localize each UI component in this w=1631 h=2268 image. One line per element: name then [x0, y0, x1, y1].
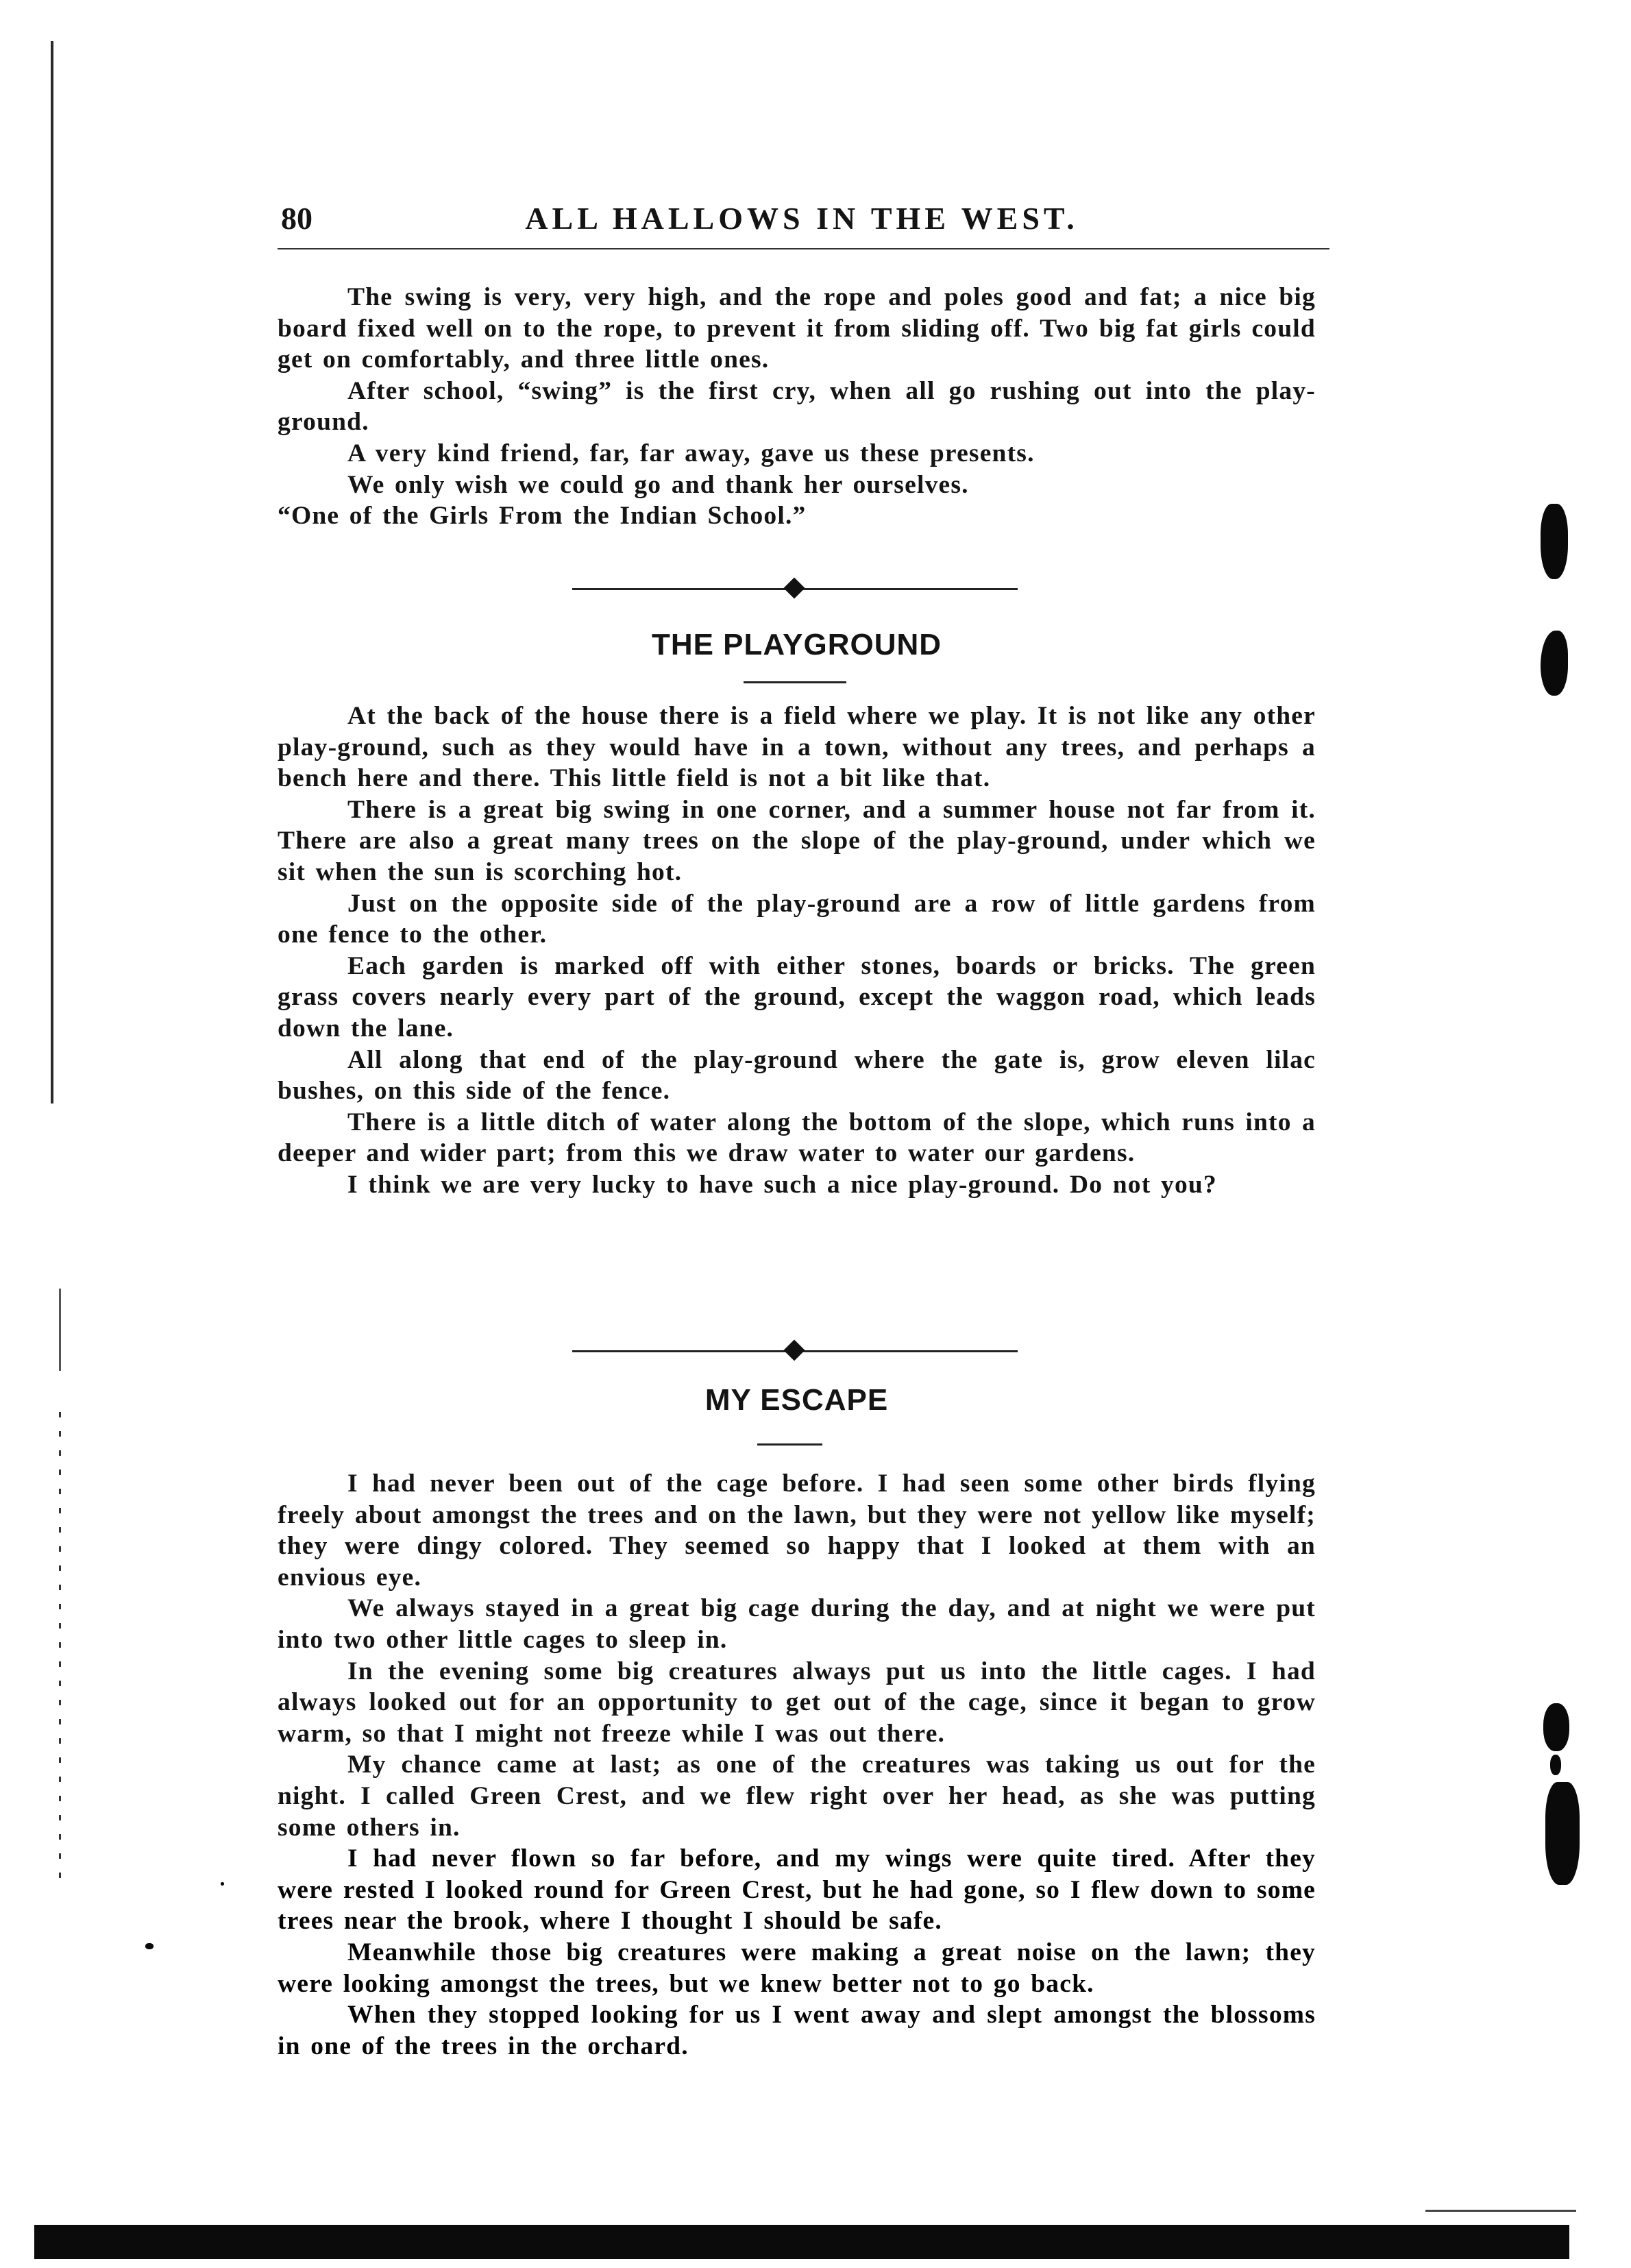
section-divider-ornament	[572, 580, 1018, 598]
paragraph: My chance came at last; as one of the creatures was taking us out for the night. I called Green Crest, and we flew right over her head, as she was putting some others in.	[278, 1751, 1316, 1842]
ink-blot	[1545, 1782, 1580, 1885]
paragraph: We only wish we could go and thank her ourselves.	[347, 470, 969, 499]
running-title: ALL HALLOWS IN THE WEST.	[525, 201, 1079, 236]
paragraph: Each garden is marked off with either stones, boards or bricks. The green grass covers nearly every part of the ground, except the waggon road, which leads down the lane.	[278, 951, 1316, 1042]
section-heading: MY ESCAPE	[704, 1383, 889, 1417]
paragraph: I had never flown so far before, and my wings were quite tired. After they were rested I looked round for Green Crest, but he had gone, so I flew down to some trees near the brook, where I thought I should be safe.	[278, 1844, 1316, 1936]
paragraph: In the evening some big creatures always put us into the little cages. I had always looked out for an opportunity to get out of the cage, since it began to grow warm, so that I might not freeze while I was out there.	[278, 1657, 1316, 1748]
paragraph: The swing is very, very high, and the rope and poles good and fat; a nice big board fixed well on to the rope, to prevent it from sliding off. Two big fat girls could get on comfortably, and three little ones.	[278, 283, 1316, 374]
paragraph: There is a great big swing in one corner, and a summer house not far from it. There are also a great many trees on the slope of the play-ground, under which we sit when the sun is scorching hot.	[278, 795, 1316, 886]
heading-rule	[757, 1443, 822, 1446]
paragraph: We always stayed in a great big cage during the day, and at night we were put into two other little cages to sleep in.	[278, 1594, 1316, 1654]
paragraph: When they stopped looking for us I went away and slept amongst the blossoms in one of the trees in the orchard.	[278, 2001, 1316, 2060]
running-head	[281, 200, 1323, 234]
paragraph: I had never been out of the cage before. I had seen some other birds flying freely about amongst the trees and on the lawn, but they were not yellow like myself; they were dingy colored. They seemed so happy that I looked at them with an envious eye.	[278, 1470, 1316, 1592]
scan-bottom-bar	[34, 2225, 1569, 2259]
page-number: 80	[281, 201, 312, 236]
paragraph: I think we are very lucky to have such a nice play-ground. Do not you?	[347, 1170, 1217, 1199]
paragraph: At the back of the house there is a field where we play. It is not like any other play-ground, such as they would have in a town, without any trees, and perhaps a bench here and there. This little field is not a bit like that.	[278, 702, 1316, 793]
escape-section	[278, 1468, 1316, 2062]
paragraph: Meanwhile those big creatures were making a great noise on the lawn; they were looking amongst the trees, but we knew better not to go back.	[278, 1938, 1316, 1998]
paragraph: A very kind friend, far, far away, gave us these presents.	[347, 439, 1035, 467]
ink-blot	[1550, 1755, 1561, 1775]
paragraph: Just on the opposite side of the play-ground are a row of little gardens from one fence to the other.	[278, 889, 1316, 949]
ink-blot	[1541, 631, 1568, 696]
scan-dotted-margin	[59, 1412, 61, 1878]
swing-section	[278, 282, 1316, 532]
paragraph: There is a little ditch of water along the bottom of the slope, which runs into a deeper and wider part; from this we draw water to water our gardens.	[278, 1108, 1316, 1168]
heading-rule	[744, 681, 846, 683]
ink-blot	[1541, 504, 1568, 579]
ink-speck	[221, 1882, 224, 1886]
signature: “One of the Girls From the Indian School.”	[278, 502, 807, 531]
section-divider-ornament	[572, 1342, 1018, 1360]
paragraph: All along that end of the play-ground where the gate is, grow eleven lilac bushes, on this side of the fence.	[278, 1045, 1316, 1106]
paragraph: After school, “swing” is the first cry, when all go rushing out into the play-ground.	[278, 376, 1316, 437]
scan-edge-line	[59, 1289, 61, 1371]
scan-edge-line	[51, 41, 53, 1103]
scan-edge-line	[1425, 2210, 1576, 2212]
playground-section	[278, 700, 1316, 1201]
section-heading: THE PLAYGROUND	[651, 628, 942, 661]
ink-blot	[1543, 1703, 1569, 1751]
ink-speck	[145, 1943, 154, 1949]
header-rule	[278, 248, 1329, 249]
